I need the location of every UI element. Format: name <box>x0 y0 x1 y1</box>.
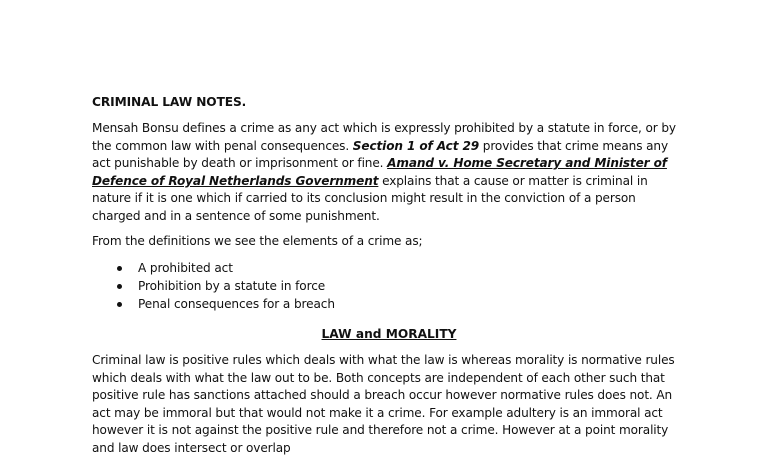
list-item <box>92 260 686 278</box>
section-heading: LAW and MORALITY <box>321 327 457 341</box>
list-item <box>92 278 686 296</box>
list-item <box>92 296 686 314</box>
list-item-text: Penal consequences for a breach <box>138 296 335 311</box>
bullet-icon <box>117 266 122 271</box>
case-reference: Amand v. Home Secretary and Minister of Defence of Royal Netherlands Government <box>92 156 667 188</box>
definition-paragraph <box>92 120 686 226</box>
paragraph-text: provides that crime means any act punishable by death or imprisonment or fine. <box>92 138 668 171</box>
document-title: CRIMINAL LAW NOTES. <box>92 95 247 109</box>
list-item-text: A prohibited act <box>138 261 233 275</box>
paragraph-text: Mensah Bonsu defines a crime as any act which is expressly prohibited by a statute in force, or by the common law with penal consequences. <box>92 121 676 153</box>
bullet-icon <box>117 302 122 307</box>
elements-intro-paragraph: From the definitions we see the elements of a crime as; <box>92 234 423 248</box>
paragraph-text: explains that a cause or matter is criminal in nature if it is one which if carried to its conclusion might result in the conviction of a person charged and in a sentence of some punishment. <box>92 173 648 223</box>
elements-list <box>92 260 686 313</box>
statute-reference: Section 1 of Act 29 <box>352 138 480 153</box>
list-item-text: Prohibition by a statute in force <box>138 278 326 293</box>
law-morality-paragraph: Criminal law is positive rules which deals with what the law is whereas morality is normative rules which deals with what the law out to be. Both concepts are independent of each other such that positive rule has sanctions attached should a breach occur however normative rules does not. An act may be immoral but that would not make it a crime. For example adultery is an immoral act however it is not against the positive rule and therefore not a crime. However at a point morality and law does intersect or overlap <box>92 353 675 455</box>
bullet-icon <box>117 284 122 289</box>
